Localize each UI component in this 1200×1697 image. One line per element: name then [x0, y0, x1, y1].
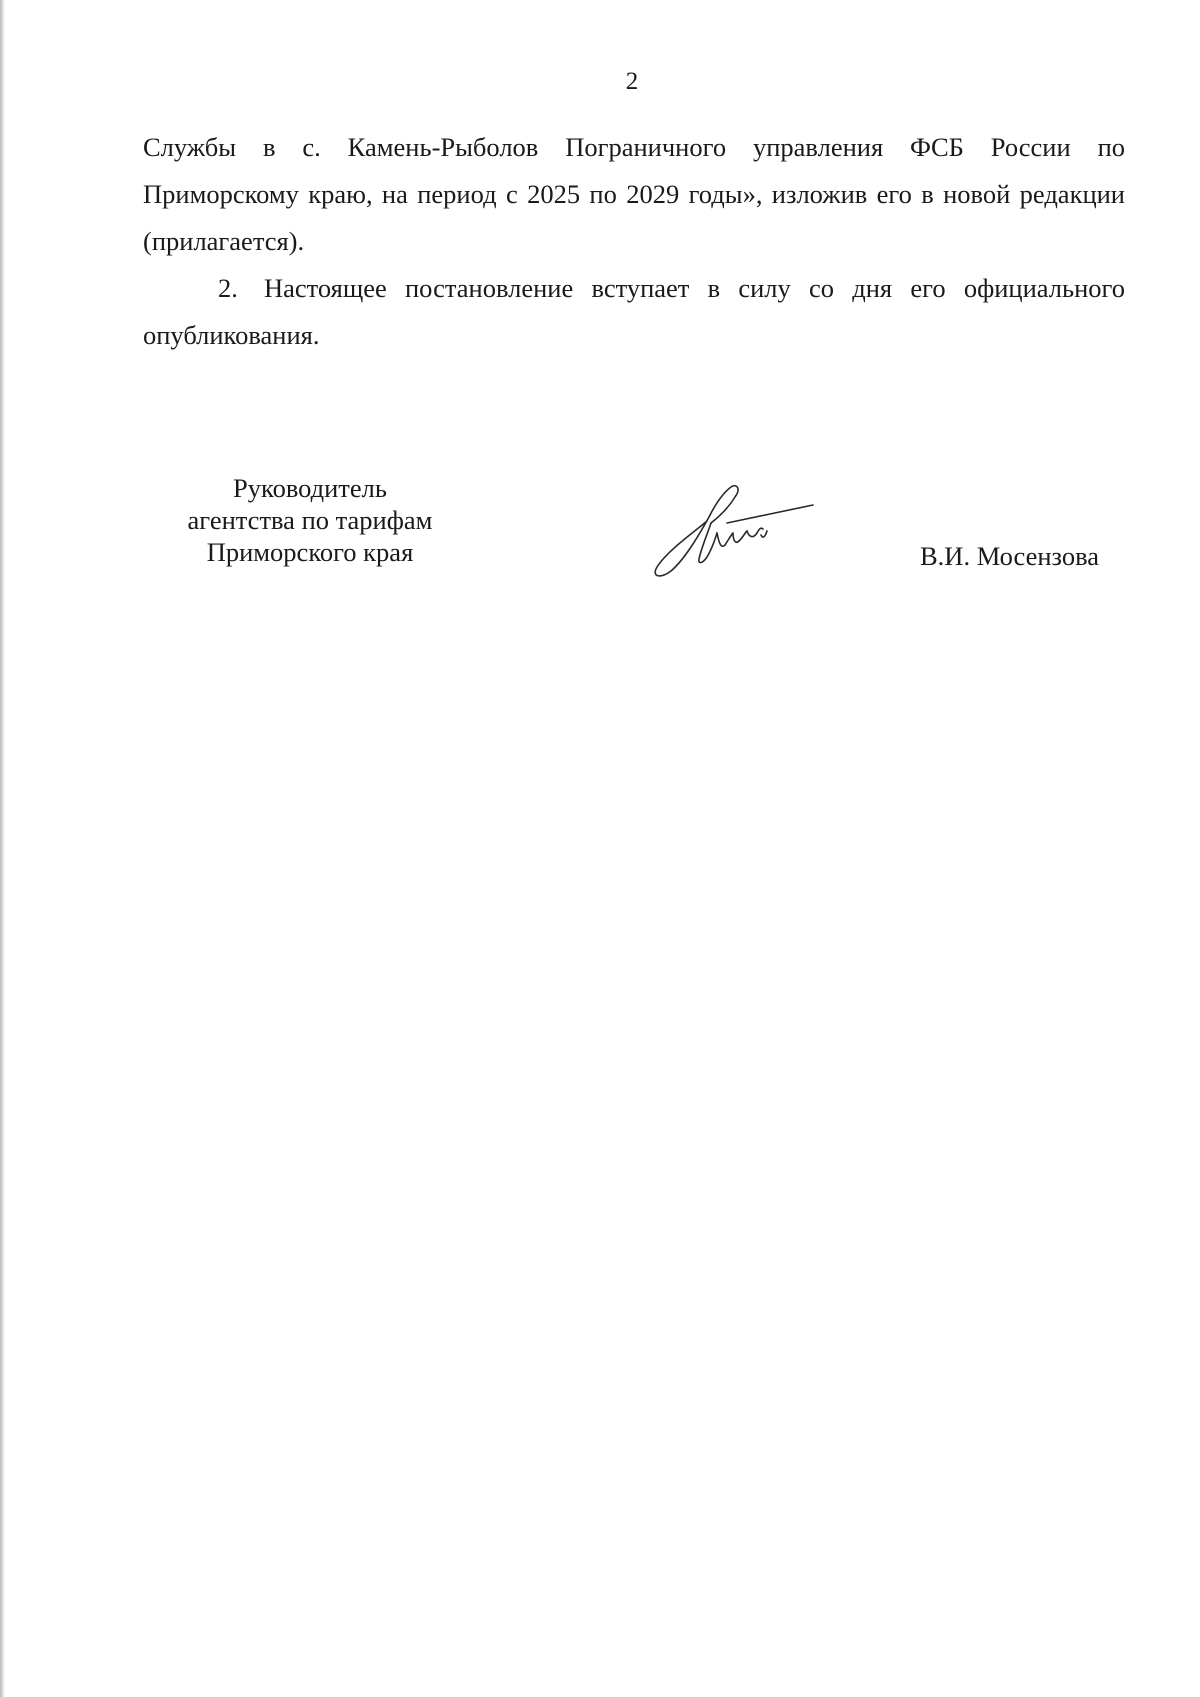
document-body: [143, 124, 1125, 359]
page-number: 2: [625, 68, 639, 95]
handwritten-signature: [645, 475, 815, 580]
signatory-title-line-1: Руководитель: [233, 473, 387, 503]
item-number: 2.: [218, 273, 238, 303]
paragraph-item-2: [143, 265, 1125, 359]
scan-edge-shadow: [0, 0, 5, 1697]
signatory-title-line-3: Приморского края: [206, 537, 414, 567]
signatory-title: [140, 472, 480, 568]
signatory-name: В.И. Мосензова: [920, 541, 1100, 571]
item-text: Настоящее постановление вступает в силу со дня его официального опубликования.: [143, 273, 1125, 350]
paragraph-continuation: Службы в с. Камень-Рыболов Пограничного управления ФСБ России по Приморскому краю, на период с 2025 по 2029 годы», изложив его в новой редакции (прилагается).: [143, 132, 1125, 256]
signatory-title-line-2: агентства по тарифам: [187, 505, 433, 535]
